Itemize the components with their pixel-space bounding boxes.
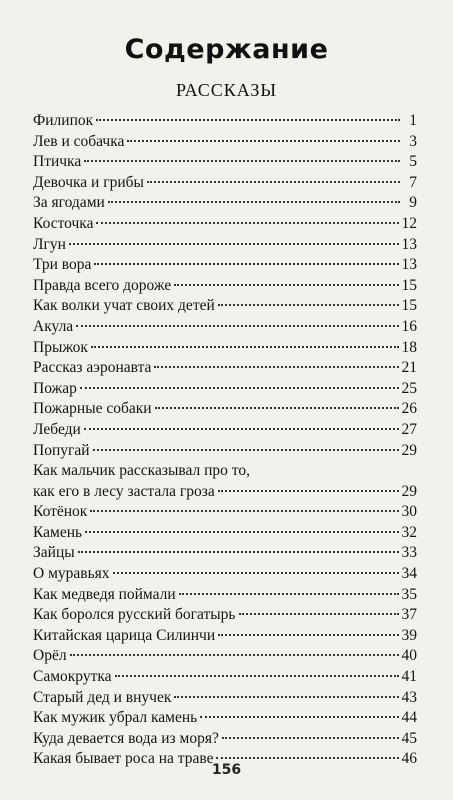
toc-entry-page: 43 (401, 688, 417, 706)
toc-entry-page: 16 (401, 317, 417, 335)
toc-entry-title: Самокрутка (33, 668, 112, 686)
toc-entry (33, 296, 417, 317)
toc-entry-page: 3 (409, 132, 417, 150)
toc-entry (33, 111, 417, 132)
dot-leader (154, 366, 398, 368)
dot-leader (84, 160, 400, 162)
toc-entry (33, 688, 417, 709)
toc-entry-title: Филипок (33, 112, 94, 129)
dot-leader (69, 243, 399, 245)
toc-entry (33, 543, 417, 564)
toc-entry (33, 585, 417, 606)
dot-leader (174, 696, 398, 698)
toc-entry (33, 605, 417, 626)
toc-entry-title: Орёл (33, 647, 67, 665)
toc-entry (33, 358, 417, 379)
toc-entry (33, 564, 417, 585)
dot-leader (239, 613, 399, 615)
toc-entry (33, 235, 417, 256)
toc-entry (33, 482, 417, 503)
toc-entry-title: Лебеди (33, 420, 81, 438)
toc-entry-title: Как боролся русский богатырь (33, 606, 236, 624)
toc-entry-page: 37 (401, 606, 417, 624)
toc-entry-page: 44 (401, 709, 417, 727)
toc-entry (33, 708, 417, 729)
dot-leader (96, 119, 400, 121)
dot-leader (155, 407, 399, 409)
toc-entry-title: Три вора (33, 256, 92, 274)
toc-entry-title: Пожар (33, 379, 77, 397)
toc-entry-page: 29 (401, 441, 417, 459)
toc-entry-page: 9 (409, 194, 417, 212)
dot-leader (84, 428, 399, 430)
dot-leader (93, 449, 399, 451)
toc-entry-page: 13 (401, 256, 417, 274)
toc-entry (33, 523, 417, 544)
toc-entry-page: 29 (401, 482, 417, 500)
toc-entry-title: Пожарные собаки (33, 400, 152, 418)
toc-entry-page: 45 (401, 729, 417, 747)
dot-leader (70, 654, 399, 656)
toc-entry-title: Косточка (33, 214, 94, 232)
dot-leader (90, 510, 398, 512)
toc-entry-title: Правда всего дороже (33, 276, 172, 294)
dot-leader (115, 675, 399, 677)
toc-entry-page: 34 (401, 565, 417, 583)
toc-entry-title: Попугай (33, 441, 90, 459)
toc-entry-page: 27 (401, 420, 417, 438)
toc-entry (33, 152, 417, 173)
toc-entry-page: 46 (401, 750, 417, 768)
toc-entry-title: Как волки учат своих детей (33, 297, 215, 315)
toc-entry-title: О муравьях (33, 565, 110, 583)
dot-leader (91, 346, 399, 348)
toc-entry-page: 25 (401, 379, 417, 397)
toc-entry (33, 626, 417, 647)
toc-entry-title: Котёнок (33, 503, 88, 521)
dot-leader (127, 140, 400, 142)
dot-leader (108, 201, 400, 203)
toc-entry (33, 193, 417, 214)
dot-leader (216, 757, 398, 759)
dot-leader (76, 325, 398, 327)
toc-entry-page: 40 (401, 647, 417, 665)
toc-entry-title: Какая бывает роса на траве (33, 750, 214, 768)
toc-entry (33, 255, 417, 276)
toc-entry-page: 7 (409, 173, 417, 191)
toc-entry-page: 39 (401, 626, 417, 644)
dot-leader (78, 551, 399, 553)
toc-entry (33, 461, 417, 482)
dot-leader (85, 531, 398, 533)
toc-entry (33, 729, 417, 750)
toc-entry-page: 5 (409, 153, 417, 171)
toc-entry-page: 33 (401, 544, 417, 562)
toc-entry-title: Прыжок (33, 338, 88, 356)
dot-leader (222, 737, 399, 739)
dot-leader (94, 263, 398, 265)
toc-entry-page: 30 (401, 503, 417, 521)
dot-leader (113, 572, 399, 574)
toc-entry-title: Птичка (33, 153, 82, 171)
toc-entry-page: 12 (401, 214, 417, 232)
dot-leader (218, 490, 399, 492)
dot-leader (200, 716, 398, 718)
toc-entry-title: Девочка и грибы (33, 173, 144, 191)
toc-entry (33, 420, 417, 441)
page-title: Содержание (124, 34, 329, 65)
toc-entry-title: Акула (33, 317, 74, 335)
toc-entry (33, 338, 417, 359)
toc-entry (33, 379, 417, 400)
dot-leader (147, 181, 400, 183)
toc-entry-page: 35 (401, 585, 417, 603)
toc-entry-page: 41 (401, 668, 417, 686)
toc-entry-title: За ягодами (33, 194, 105, 212)
dot-leader (218, 634, 398, 636)
toc-entry (33, 132, 417, 153)
toc-entry-title: как его в лесу застала гроза (33, 482, 215, 500)
toc-entry (33, 502, 417, 523)
toc-entry (33, 441, 417, 462)
toc-entry (33, 399, 417, 420)
toc-entry-page: 13 (401, 235, 417, 253)
toc-entry (33, 667, 417, 688)
toc-entry-title: Лев и собачка (33, 132, 125, 150)
toc-entry-page: 15 (401, 276, 417, 294)
toc-entry-page: 1 (409, 112, 417, 129)
dot-leader (174, 284, 398, 286)
toc-entry-page: 18 (401, 338, 417, 356)
toc-entry-title: Китайская царица Силинчи (33, 626, 216, 644)
table-of-contents (33, 111, 417, 770)
toc-entry-page: 21 (401, 359, 417, 377)
toc-entry-page: 26 (401, 400, 417, 418)
toc-entry-title: Как мужик убрал камень (33, 709, 198, 727)
toc-entry-title: Зайцы (33, 544, 75, 562)
toc-entry-title: Камень (33, 523, 83, 541)
page-number: 156 (211, 762, 242, 778)
toc-entry-title: Куда девается вода из моря? (33, 729, 219, 747)
section-heading: РАССКАЗЫ (175, 80, 278, 100)
toc-entry (33, 276, 417, 297)
toc-entry-title: Старый дед и внучек (33, 688, 172, 706)
toc-entry-title: Лгун (33, 235, 66, 253)
dot-leader (80, 387, 399, 389)
toc-entry-title: Как мальчик рассказывал про то, (33, 462, 250, 480)
dot-leader (96, 222, 398, 224)
toc-entry (33, 317, 417, 338)
dot-leader (179, 593, 399, 595)
toc-entry-title: Рассказ аэронавта (33, 359, 152, 377)
toc-entry (33, 646, 417, 667)
toc-entry-title: Как медведя поймали (33, 585, 176, 603)
toc-entry (33, 214, 417, 235)
toc-entry-page: 32 (401, 523, 417, 541)
toc-entry-page: 15 (401, 297, 417, 315)
toc-entry (33, 173, 417, 194)
dot-leader (218, 304, 399, 306)
